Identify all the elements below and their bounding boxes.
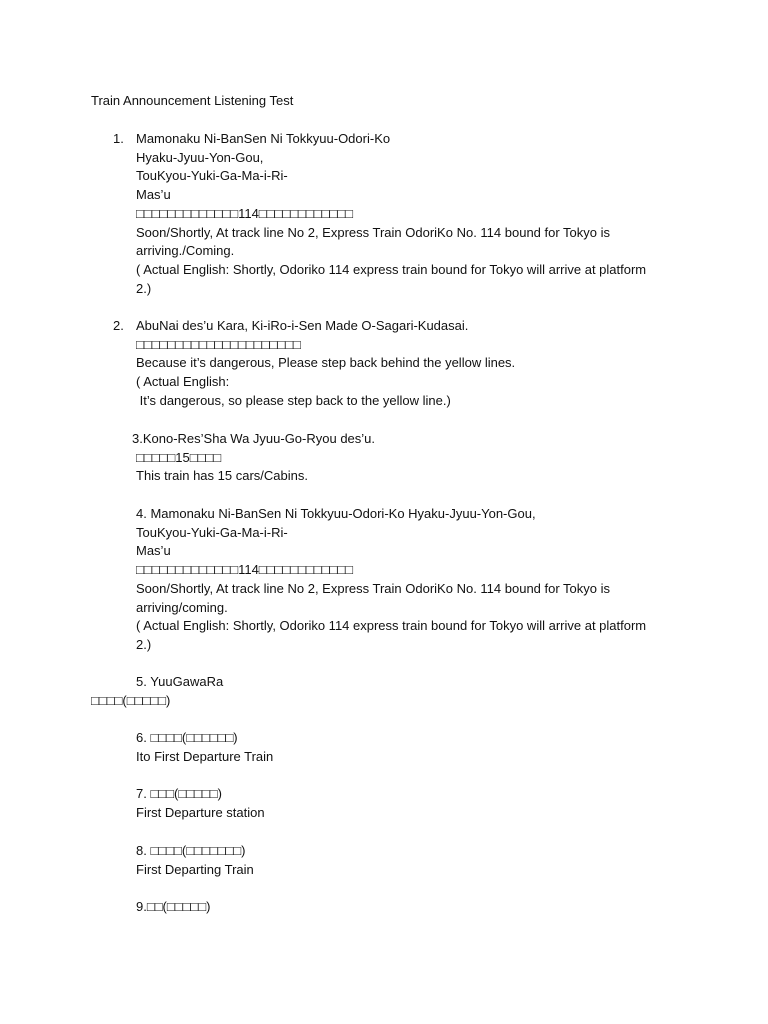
item-5-heading: 5. YuuGawaRa <box>136 674 224 689</box>
item-3-japanese-line: □□□□□15□□□□ <box>136 449 222 465</box>
document-title: Train Announcement Listening Test <box>91 93 294 108</box>
item-2-romaji-line: AbuNai des’u Kara, Ki-iRo-i-Sen Made O-Sagari-Kudasai. <box>136 318 469 333</box>
item-2-translation: Because it’s dangerous, Please step back behind the yellow lines. <box>136 355 516 371</box>
item-1-actual-english: ( Actual English: Shortly, Odoriko 114 express train bound for Tokyo will arrive at platform 2.) <box>136 261 647 296</box>
item-1-japanese-line: □□□□□□□□□□□□□114□□□□□□□□□□□□ <box>136 205 354 221</box>
item-6-heading: 6. □□□□(□□□□□□) <box>136 730 238 745</box>
item-1-translation: Soon/Shortly, At track line No 2, Express Train OdoriKo No. 114 bound for Tokyo is arriving./Coming. <box>136 224 611 259</box>
item-9-heading: 9.□□(□□□□□) <box>136 899 211 914</box>
item-8-heading: 8. □□□□(□□□□□□□) <box>136 843 246 858</box>
item-3-translation: This train has 15 cars/Cabins. <box>136 468 308 484</box>
item-4-romaji-line-1: 4. Mamonaku Ni-BanSen Ni Tokkyuu-Odori-Ko Hyaku-Jyuu-Yon-Gou, <box>136 506 536 521</box>
item-1-romaji-line-1: Mamonaku Ni-BanSen Ni Tokkyuu-Odori-Ko <box>136 131 391 146</box>
item-4 <box>136 505 656 655</box>
item-4-actual-english: ( Actual English: Shortly, Odoriko 114 express train bound for Tokyo will arrive at platform 2.) <box>136 618 647 652</box>
item-4-japanese-line: □□□□□□□□□□□□□114□□□□□□□□□□□□ <box>136 562 354 578</box>
item-4-translation: Soon/Shortly, At track line No 2, Express Train OdoriKo No. 114 bound for Tokyo is arriving/coming. <box>136 580 611 615</box>
item-4-romaji-line-3: Mas’u <box>136 543 171 559</box>
item-2 <box>136 317 656 411</box>
item-1 <box>136 130 656 298</box>
item-6-translation: Ito First Departure Train <box>136 749 274 764</box>
item-3 <box>136 449 656 486</box>
item-1-number: 1. <box>113 131 124 146</box>
item-3-heading: 3.Kono-Res’Sha Wa Jyuu-Go-Ryou des’u. <box>132 431 376 446</box>
item-7-heading: 7. □□□(□□□□□) <box>136 786 222 801</box>
item-8-translation: First Departing Train <box>136 862 254 877</box>
item-2-actual-english: It’s dangerous, so please step back to the yellow line.) <box>136 392 451 408</box>
item-2-number: 2. <box>113 318 124 333</box>
item-4-romaji-line-2: TouKyou-Yuki-Ga-Ma-i-Ri- <box>136 524 288 540</box>
item-2-japanese-line: □□□□□□□□□□□□□□□□□□□□□ <box>136 336 301 352</box>
item-5-japanese-line: □□□□(□□□□□) <box>91 693 171 708</box>
item-1-romaji-line-3: TouKyou-Yuki-Ga-Ma-i-Ri- <box>136 168 288 184</box>
item-1-romaji-line-2: Hyaku-Jyuu-Yon-Gou, <box>136 149 264 165</box>
item-1-romaji-line-4: Mas’u <box>136 187 171 203</box>
item-2-actual-english-label: ( Actual English: <box>136 374 230 390</box>
item-7-translation: First Departure station <box>136 805 265 820</box>
